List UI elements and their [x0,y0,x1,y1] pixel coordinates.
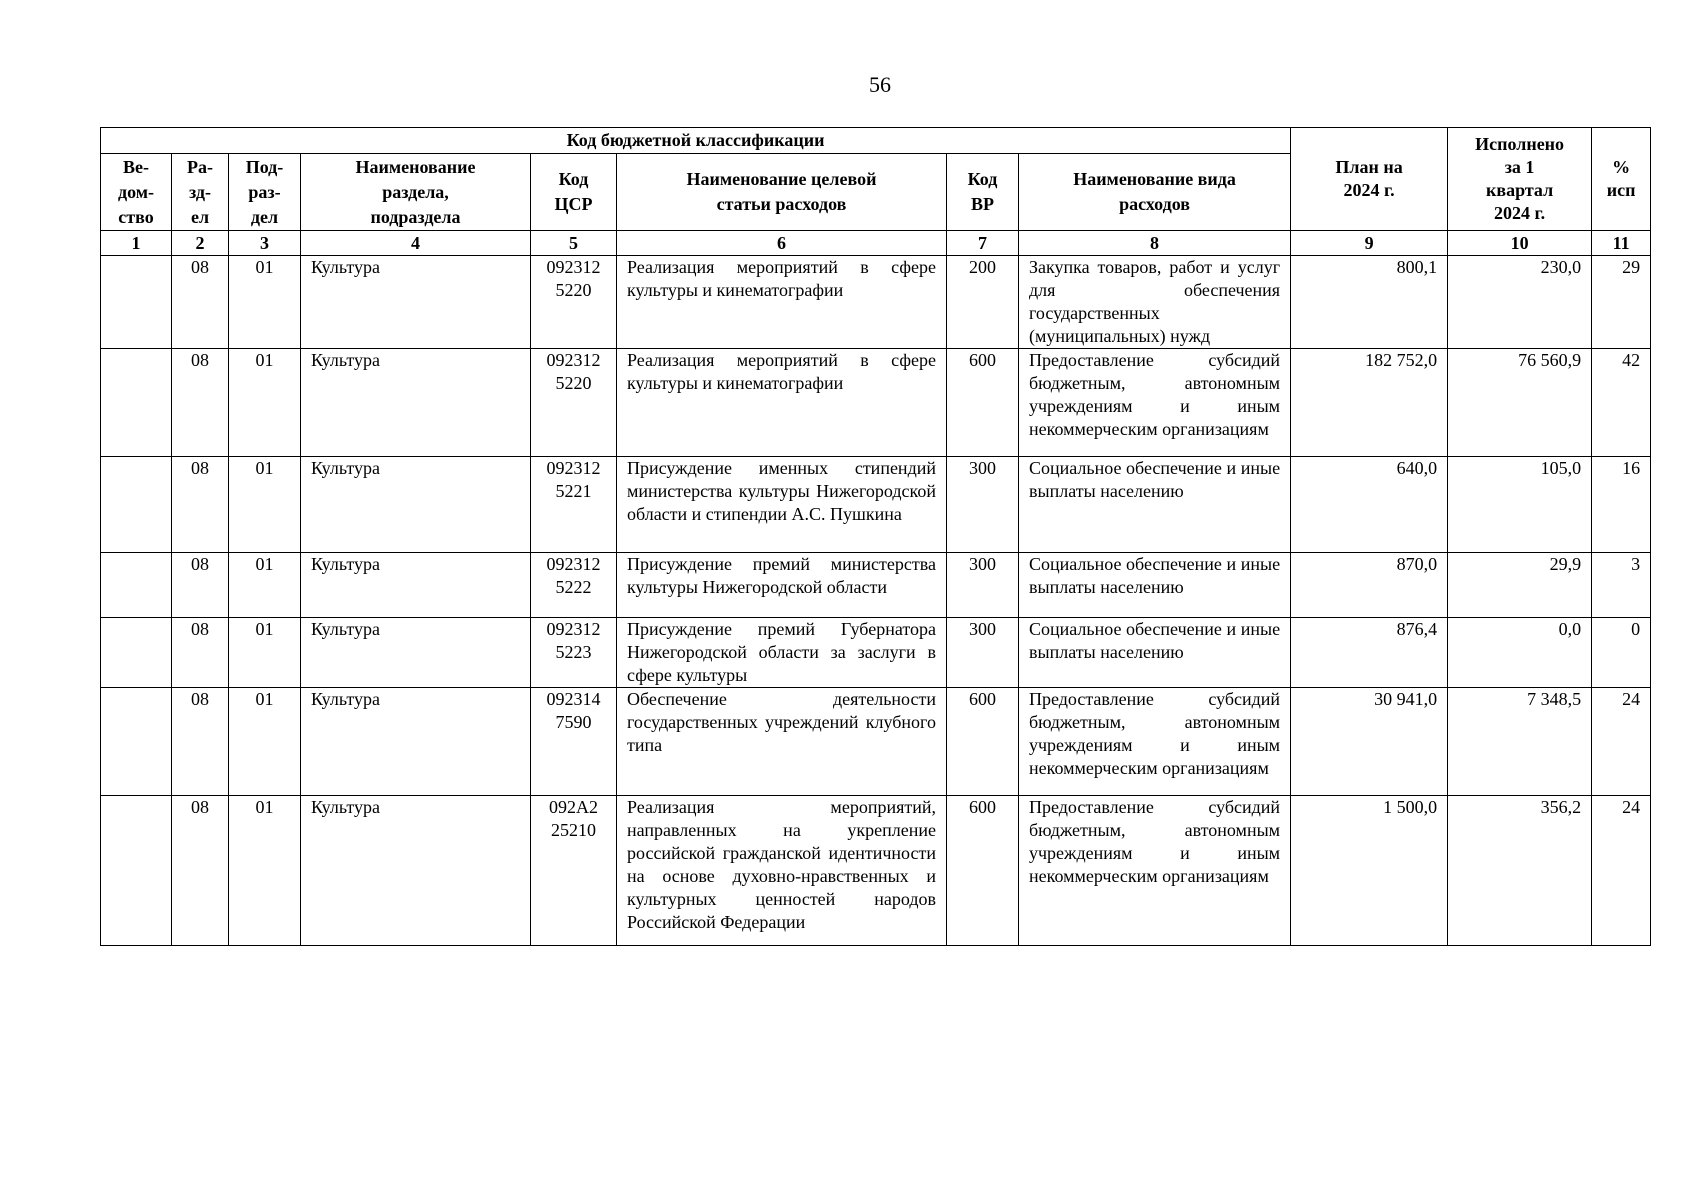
cell-target-name: Реализация мероприятий в сфере культуры и кинематографии [617,256,947,349]
cell-vedomstvo [101,796,172,946]
cell-vr-code: 300 [947,457,1019,553]
cell-vedomstvo [101,256,172,349]
header-col-5: Код ЦСР [531,154,617,231]
page-number: 56 [869,72,891,97]
header-col-7: Код ВР [947,154,1019,231]
cell-csr-code: 092314 7590 [531,688,617,796]
table-body [101,256,1651,946]
table-row [101,553,1651,618]
cell-vedomstvo [101,618,172,688]
column-number-9: 9 [1291,231,1448,256]
column-number-10: 10 [1448,231,1592,256]
cell-target-name: Реализация мероприятий в сфере культуры и кинематографии [617,349,947,457]
cell-podrazdel: 01 [229,553,301,618]
cell-done: 0,0 [1448,618,1592,688]
cell-csr-code: 092312 5223 [531,618,617,688]
cell-plan: 640,0 [1291,457,1448,553]
cell-vr-code: 600 [947,349,1019,457]
cell-csr-code: 092А2 25210 [531,796,617,946]
cell-razdel-name: Культура [301,349,531,457]
table-row [101,688,1651,796]
cell-podrazdel: 01 [229,618,301,688]
header-group-title: Код бюджетной классификации [101,128,1291,154]
cell-vr-name: Предоставление субсидий бюджетным, автономным учреждениям и иным некоммерческим организациям [1019,688,1291,796]
cell-vr-name: Предоставление субсидий бюджетным, автономным учреждениям и иным некоммерческим организациям [1019,349,1291,457]
cell-razdel: 08 [172,796,229,946]
cell-vr-code: 600 [947,688,1019,796]
cell-podrazdel: 01 [229,796,301,946]
cell-razdel: 08 [172,688,229,796]
table-row [101,349,1651,457]
cell-razdel-name: Культура [301,256,531,349]
cell-razdel-name: Культура [301,553,531,618]
cell-vr-code: 200 [947,256,1019,349]
table-row [101,457,1651,553]
cell-done: 7 348,5 [1448,688,1592,796]
header-col-1: Ве- дом- ство [101,154,172,231]
cell-razdel-name: Культура [301,457,531,553]
header-col-10: Исполнено за 1 квартал 2024 г. [1448,128,1592,231]
table-header [101,128,1651,256]
cell-percent: 29 [1592,256,1651,349]
cell-plan: 876,4 [1291,618,1448,688]
cell-podrazdel: 01 [229,256,301,349]
cell-done: 356,2 [1448,796,1592,946]
cell-razdel-name: Культура [301,688,531,796]
cell-plan: 30 941,0 [1291,688,1448,796]
cell-target-name: Присуждение премий Губернатора Нижегородской области за заслуги в сфере культуры [617,618,947,688]
cell-vr-name: Закупка товаров, работ и услуг для обеспечения государственных (муниципальных) нужд [1019,256,1291,349]
cell-razdel: 08 [172,256,229,349]
column-number-5: 5 [531,231,617,256]
cell-percent: 16 [1592,457,1651,553]
cell-razdel: 08 [172,618,229,688]
cell-podrazdel: 01 [229,349,301,457]
cell-csr-code: 092312 5220 [531,349,617,457]
budget-table [100,127,1651,946]
cell-razdel-name: Культура [301,618,531,688]
cell-vedomstvo [101,688,172,796]
cell-vr-name: Социальное обеспечение и иные выплаты населению [1019,618,1291,688]
cell-done: 230,0 [1448,256,1592,349]
table-row [101,256,1651,349]
cell-done: 105,0 [1448,457,1592,553]
column-number-3: 3 [229,231,301,256]
header-col-6: Наименование целевой статьи расходов [617,154,947,231]
cell-done: 76 560,9 [1448,349,1592,457]
header-col-2: Ра- зд- ел [172,154,229,231]
header-col-3: Под- раз- дел [229,154,301,231]
cell-target-name: Присуждение именных стипендий министерства культуры Нижегородской области и стипендии А.С. Пушкина [617,457,947,553]
column-number-1: 1 [101,231,172,256]
column-number-7: 7 [947,231,1019,256]
column-number-11: 11 [1592,231,1651,256]
cell-plan: 800,1 [1291,256,1448,349]
cell-vr-name: Социальное обеспечение и иные выплаты населению [1019,553,1291,618]
cell-plan: 870,0 [1291,553,1448,618]
cell-percent: 42 [1592,349,1651,457]
cell-razdel-name: Культура [301,796,531,946]
cell-vr-name: Предоставление субсидий бюджетным, автономным учреждениям и иным некоммерческим организациям [1019,796,1291,946]
column-number-2: 2 [172,231,229,256]
column-number-4: 4 [301,231,531,256]
cell-csr-code: 092312 5220 [531,256,617,349]
cell-vr-code: 300 [947,553,1019,618]
cell-target-name: Обеспечение деятельности государственных учреждений клубного типа [617,688,947,796]
cell-podrazdel: 01 [229,688,301,796]
header-col-8: Наименование вида расходов [1019,154,1291,231]
cell-target-name: Присуждение премий министерства культуры Нижегородской области [617,553,947,618]
cell-razdel: 08 [172,349,229,457]
cell-vedomstvo [101,553,172,618]
cell-target-name: Реализация мероприятий, направленных на укрепление российской гражданской идентичности на основе духовно-нравственных и культурных ценностей народов Российской Федерации [617,796,947,946]
header-col-9: План на 2024 г. [1291,128,1448,231]
cell-plan: 1 500,0 [1291,796,1448,946]
cell-vr-code: 300 [947,618,1019,688]
column-number-6: 6 [617,231,947,256]
cell-percent: 3 [1592,553,1651,618]
header-col-4: Наименование раздела, подраздела [301,154,531,231]
cell-razdel: 08 [172,457,229,553]
table-row [101,796,1651,946]
table-row [101,618,1651,688]
cell-csr-code: 092312 5222 [531,553,617,618]
cell-plan: 182 752,0 [1291,349,1448,457]
cell-percent: 24 [1592,796,1651,946]
cell-percent: 0 [1592,618,1651,688]
cell-percent: 24 [1592,688,1651,796]
cell-vr-name: Социальное обеспечение и иные выплаты населению [1019,457,1291,553]
cell-razdel: 08 [172,553,229,618]
cell-vedomstvo [101,457,172,553]
cell-csr-code: 092312 5221 [531,457,617,553]
cell-podrazdel: 01 [229,457,301,553]
cell-vedomstvo [101,349,172,457]
header-col-11: % исп [1592,128,1651,231]
cell-vr-code: 600 [947,796,1019,946]
cell-done: 29,9 [1448,553,1592,618]
column-number-8: 8 [1019,231,1291,256]
